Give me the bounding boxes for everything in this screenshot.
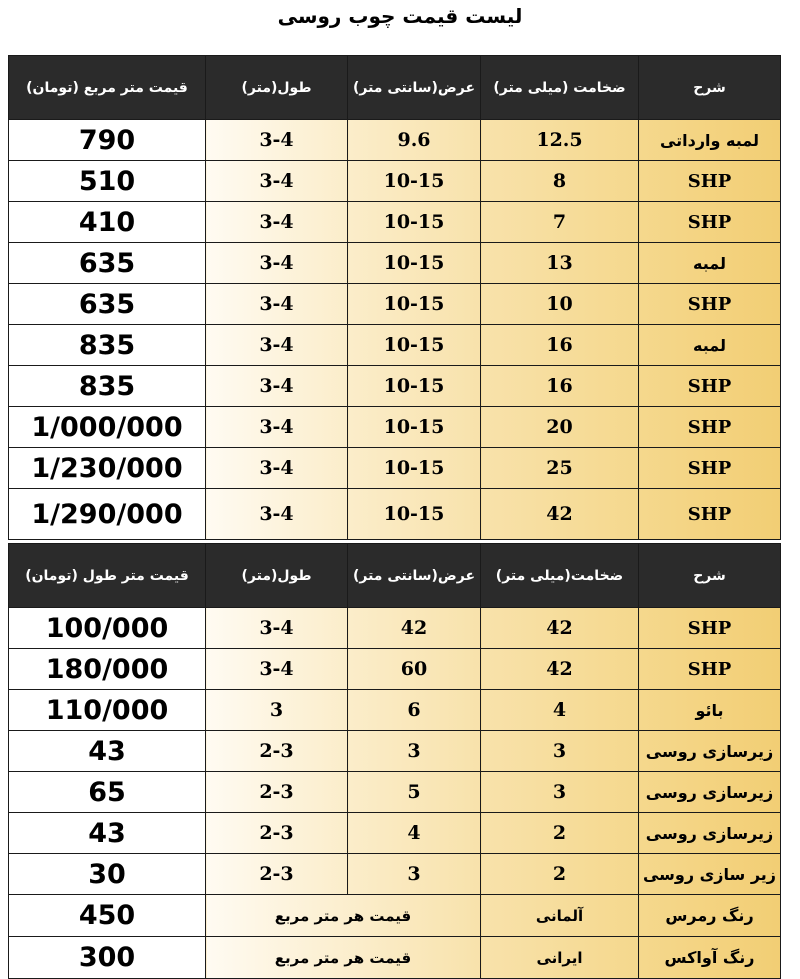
description-cell: SHP — [639, 366, 781, 407]
width-cell: 10-15 — [348, 284, 481, 325]
price-table-square-meter — [8, 55, 781, 540]
price-cell: 65 — [9, 772, 206, 813]
header-thickness: ضخامت (میلی متر) — [481, 56, 639, 120]
table-row — [9, 937, 781, 979]
header-length: طول(متر) — [206, 56, 348, 120]
thickness-cell: 20 — [481, 407, 639, 448]
thickness-cell: 42 — [481, 608, 639, 649]
table-row — [9, 243, 781, 284]
length-cell: 3-4 — [206, 489, 348, 540]
header-price: قیمت متر طول (تومان) — [9, 544, 206, 608]
unit-note-cell: قیمت هر متر مربع — [206, 895, 481, 937]
thickness-cell: 16 — [481, 366, 639, 407]
description-cell: SHP — [639, 649, 781, 690]
description-cell: لمبه — [639, 325, 781, 366]
table-row — [9, 325, 781, 366]
width-cell: 9.6 — [348, 120, 481, 161]
width-cell: 42 — [348, 608, 481, 649]
price-cell: 835 — [9, 325, 206, 366]
description-cell: SHP — [639, 489, 781, 540]
table-row — [9, 854, 781, 895]
price-cell: 100/000 — [9, 608, 206, 649]
description-cell: رنگ آواکس — [639, 937, 781, 979]
origin-cell: آلمانی — [481, 895, 639, 937]
table-row — [9, 202, 781, 243]
length-cell: 3-4 — [206, 407, 348, 448]
width-cell: 60 — [348, 649, 481, 690]
price-cell: 635 — [9, 284, 206, 325]
price-cell: 30 — [9, 854, 206, 895]
description-cell: SHP — [639, 284, 781, 325]
width-cell: 10-15 — [348, 489, 481, 540]
description-cell: لمبه — [639, 243, 781, 284]
price-cell: 1/230/000 — [9, 448, 206, 489]
unit-note-cell: قیمت هر متر مربع — [206, 937, 481, 979]
description-cell: زیرسازی روسی — [639, 813, 781, 854]
table-row — [9, 649, 781, 690]
price-cell: 43 — [9, 731, 206, 772]
thickness-cell: 3 — [481, 731, 639, 772]
length-cell: 2-3 — [206, 813, 348, 854]
price-cell: 635 — [9, 243, 206, 284]
width-cell: 10-15 — [348, 202, 481, 243]
table-row — [9, 284, 781, 325]
length-cell: 3-4 — [206, 366, 348, 407]
description-cell: SHP — [639, 608, 781, 649]
thickness-cell: 42 — [481, 649, 639, 690]
length-cell: 3-4 — [206, 325, 348, 366]
length-cell: 3-4 — [206, 284, 348, 325]
thickness-cell: 4 — [481, 690, 639, 731]
price-cell: 110/000 — [9, 690, 206, 731]
price-cell: 510 — [9, 161, 206, 202]
table-row — [9, 366, 781, 407]
price-cell: 835 — [9, 366, 206, 407]
table-row — [9, 161, 781, 202]
header-description: شرح — [639, 56, 781, 120]
table-row — [9, 813, 781, 854]
length-cell: 3-4 — [206, 161, 348, 202]
thickness-cell: 2 — [481, 854, 639, 895]
length-cell: 3-4 — [206, 608, 348, 649]
width-cell: 5 — [348, 772, 481, 813]
price-cell: 43 — [9, 813, 206, 854]
table-row — [9, 448, 781, 489]
thickness-cell: 8 — [481, 161, 639, 202]
description-cell: لمبه وارداتی — [639, 120, 781, 161]
page-title: لیست قیمت چوب روسی — [277, 4, 523, 28]
origin-cell: ایرانی — [481, 937, 639, 979]
description-cell: زیرسازی روسی — [639, 731, 781, 772]
width-cell: 10-15 — [348, 448, 481, 489]
width-cell: 10-15 — [348, 407, 481, 448]
length-cell: 3-4 — [206, 448, 348, 489]
header-description: شرح — [639, 544, 781, 608]
length-cell: 3 — [206, 690, 348, 731]
thickness-cell: 12.5 — [481, 120, 639, 161]
length-cell: 2-3 — [206, 854, 348, 895]
description-cell: SHP — [639, 407, 781, 448]
table-row — [9, 608, 781, 649]
description-cell: رنگ رمرس — [639, 895, 781, 937]
thickness-cell: 16 — [481, 325, 639, 366]
thickness-cell: 42 — [481, 489, 639, 540]
table-row — [9, 489, 781, 540]
price-cell: 450 — [9, 895, 206, 937]
header-width: عرض(سانتی متر) — [348, 56, 481, 120]
table-row — [9, 772, 781, 813]
width-cell: 10-15 — [348, 325, 481, 366]
table-row — [9, 690, 781, 731]
table-header-row — [9, 56, 781, 120]
header-thickness: ضخامت(میلی متر) — [481, 544, 639, 608]
width-cell: 3 — [348, 854, 481, 895]
length-cell: 3-4 — [206, 649, 348, 690]
description-cell: بائو — [639, 690, 781, 731]
table-row — [9, 731, 781, 772]
price-cell: 180/000 — [9, 649, 206, 690]
thickness-cell: 3 — [481, 772, 639, 813]
length-cell: 2-3 — [206, 731, 348, 772]
description-cell: SHP — [639, 202, 781, 243]
price-cell: 300 — [9, 937, 206, 979]
thickness-cell: 13 — [481, 243, 639, 284]
length-cell: 3-4 — [206, 202, 348, 243]
price-cell: 410 — [9, 202, 206, 243]
width-cell: 10-15 — [348, 366, 481, 407]
width-cell: 4 — [348, 813, 481, 854]
width-cell: 10-15 — [348, 161, 481, 202]
thickness-cell: 25 — [481, 448, 639, 489]
length-cell: 2-3 — [206, 772, 348, 813]
price-cell: 1/290/000 — [9, 489, 206, 540]
header-length: طول(متر) — [206, 544, 348, 608]
length-cell: 3-4 — [206, 120, 348, 161]
price-cell: 790 — [9, 120, 206, 161]
description-cell: SHP — [639, 448, 781, 489]
header-width: عرض(سانتی متر) — [348, 544, 481, 608]
thickness-cell: 10 — [481, 284, 639, 325]
width-cell: 10-15 — [348, 243, 481, 284]
width-cell: 3 — [348, 731, 481, 772]
table-header-row — [9, 544, 781, 608]
thickness-cell: 2 — [481, 813, 639, 854]
description-cell: SHP — [639, 161, 781, 202]
header-price: قیمت متر مربع (تومان) — [9, 56, 206, 120]
thickness-cell: 7 — [481, 202, 639, 243]
description-cell: زیرسازی روسی — [639, 772, 781, 813]
price-table-linear-meter — [8, 543, 781, 979]
table-row — [9, 407, 781, 448]
description-cell: زیر سازی روسی — [639, 854, 781, 895]
table-row — [9, 895, 781, 937]
width-cell: 6 — [348, 690, 481, 731]
price-cell: 1/000/000 — [9, 407, 206, 448]
table-row — [9, 120, 781, 161]
length-cell: 3-4 — [206, 243, 348, 284]
